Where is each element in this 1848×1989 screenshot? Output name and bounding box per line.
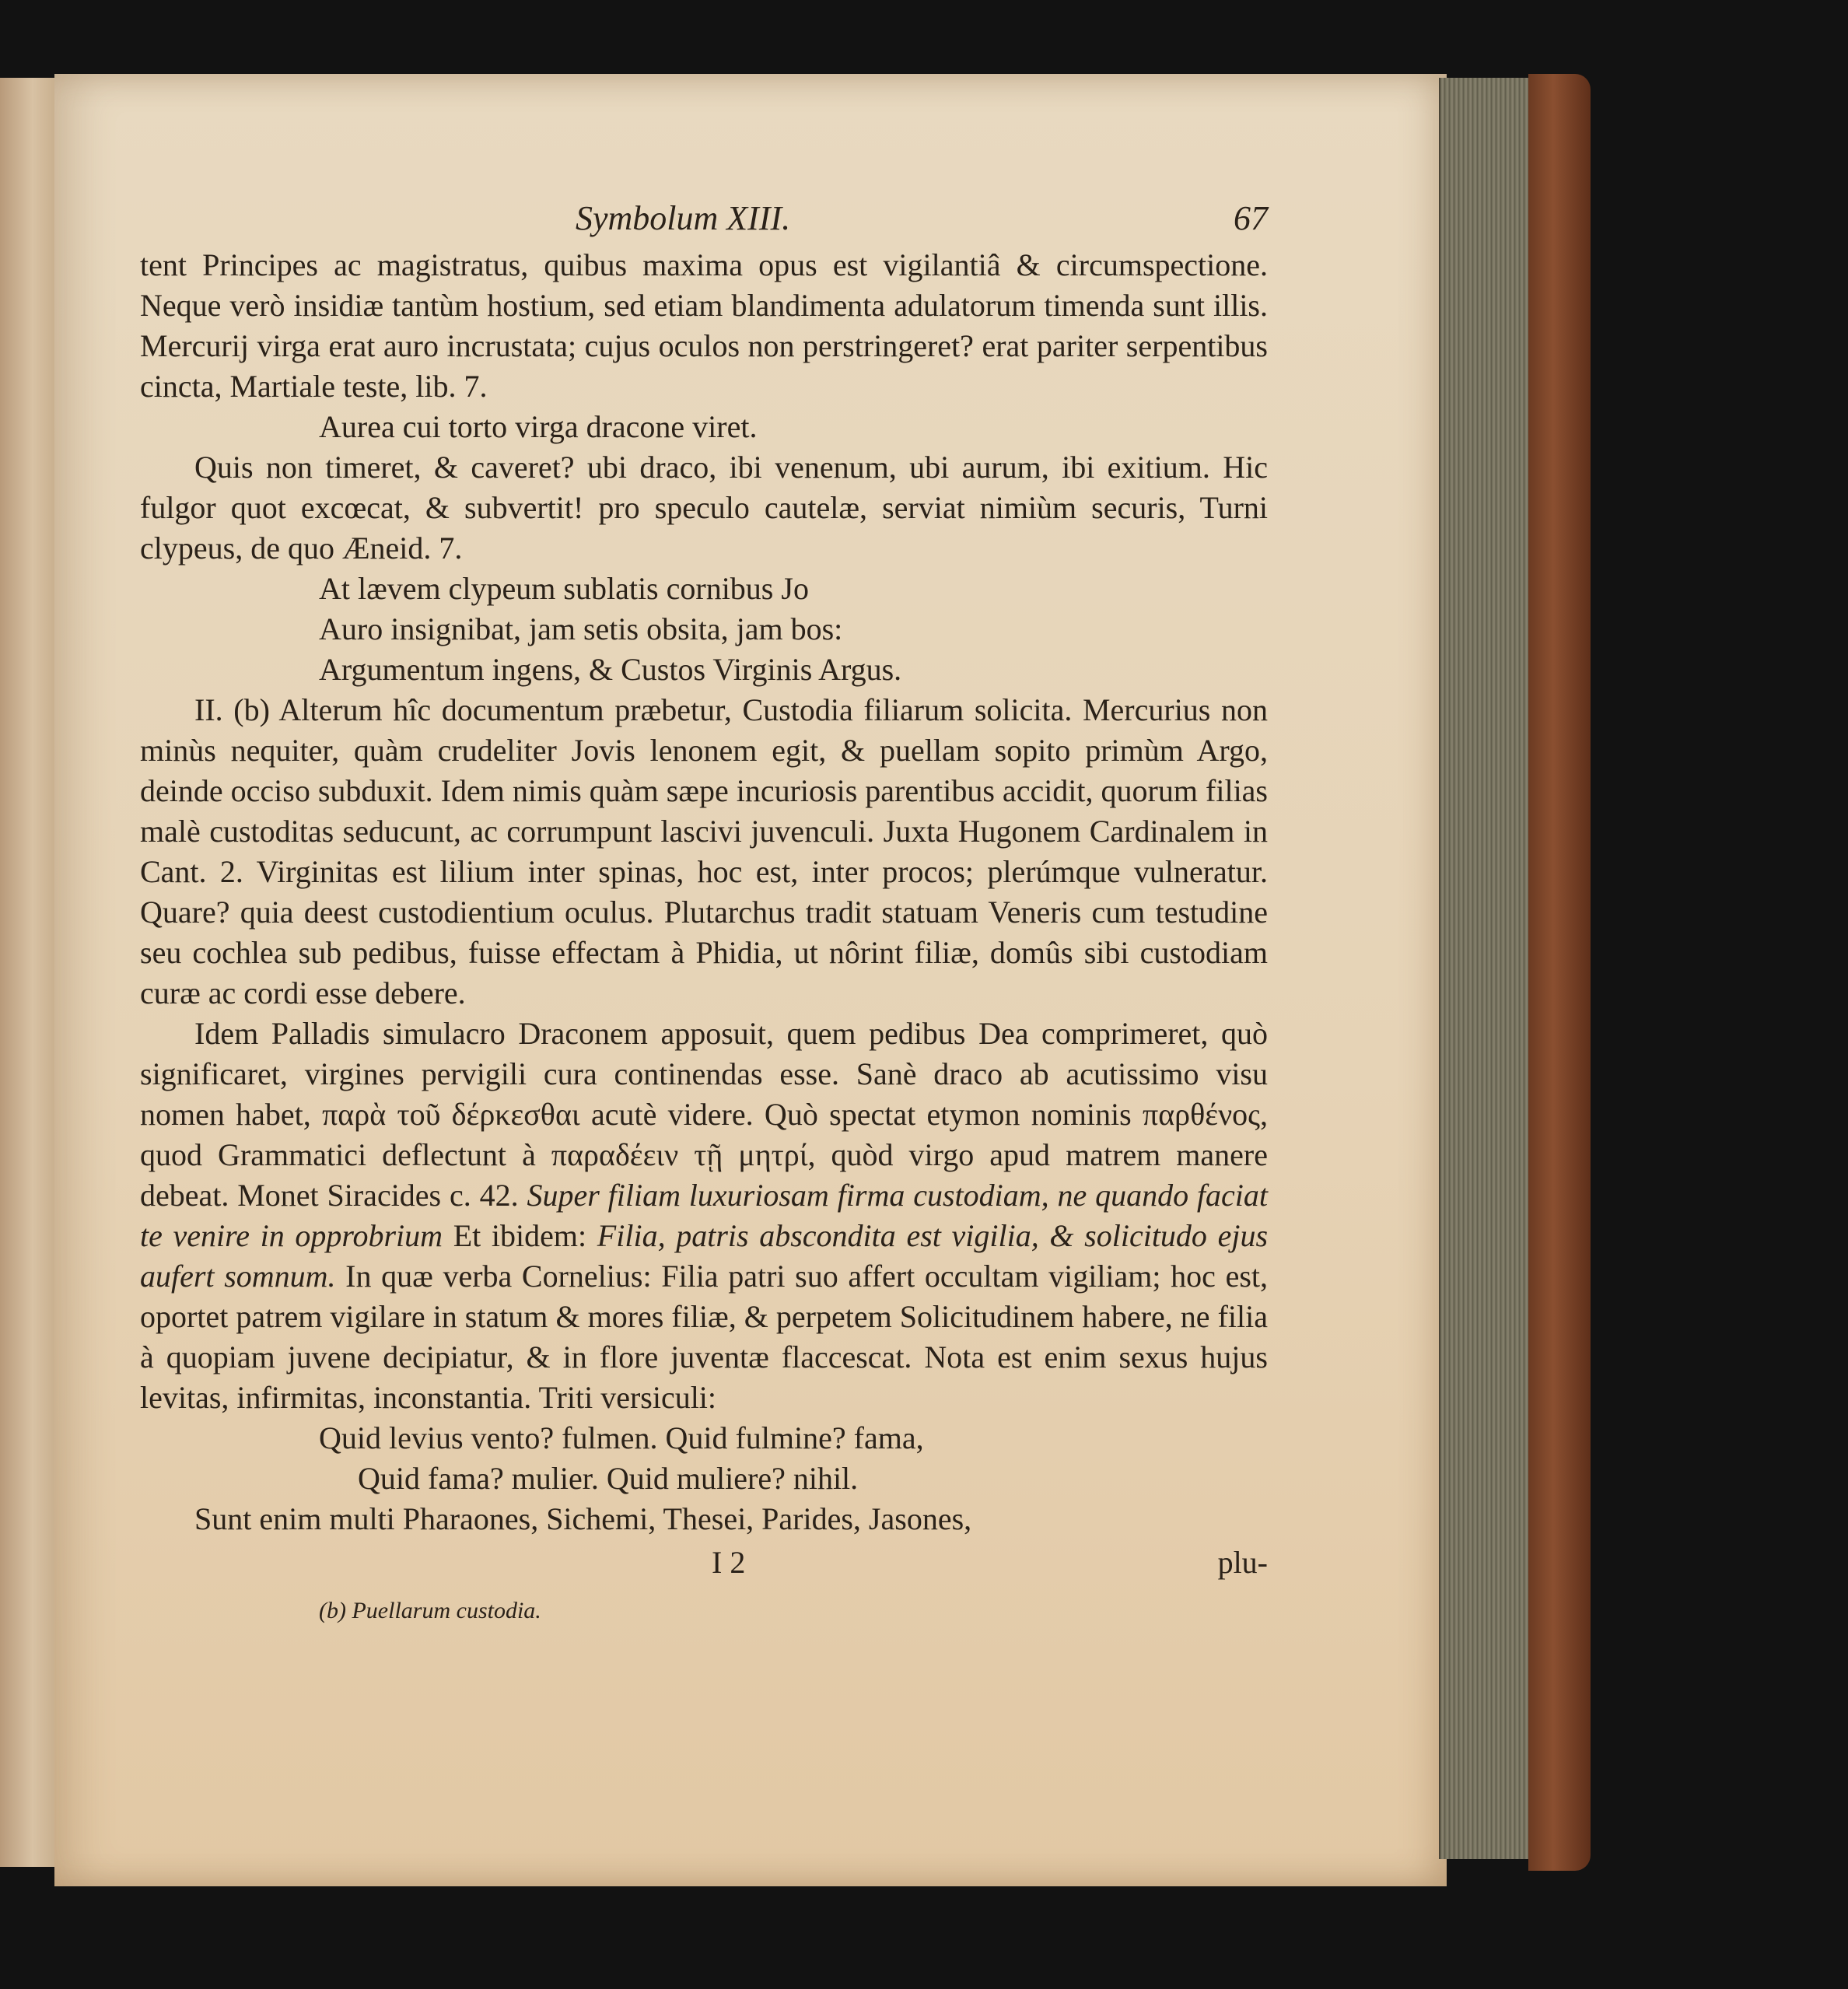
paragraph-1: tent Principes ac magistratus, quibus maxima opus est vigilantiâ & circumspectione. Neque verò insidiæ tantùm hostium, sed etiam blandimenta adulatorum timenda sunt illis. Mercurij virga erat auro incrustata; cujus oculos non perstringeret? erat pariter serpentibus cincta, Martiale teste, lib. 7.: [140, 247, 1268, 404]
paragraph-4-part-a: Idem Palladis simulacro Draconem apposuit, quem pedibus Dea comprimeret, quò significaret, virgines pervigili cura continendas esse. Sanè draco ab acutissimo visu nomen habet, παρὰ τοῦ δέρκεσθαι acutè videre. Quò spectat etymon nominis παρθένος, quod Grammatici deflectunt à παραδέειν τῇ μητρί, quòd virgo apud matrem manere debeat. Monet Siracides c. 42.: [140, 1016, 1268, 1213]
verse-aeneid-line-1: At lævem clypeum sublatis cornibus Jo: [319, 571, 809, 606]
paragraph-5: Sunt enim multi Pharaones, Sichemi, Thesei, Parides, Jasones,: [194, 1501, 972, 1536]
verse-triti-line-1: Quid levius vento? fulmen. Quid fulmine? fama,: [319, 1420, 924, 1455]
paragraph-2: Quis non timeret, & caveret? ubi draco, ibi venenum, ubi aurum, ibi exitium. Hic fulgor quot excœcat, & subvertit! pro speculo cautelæ, serviat nimiùm securis, Turni clypeus, de quo Æneid. 7.: [140, 450, 1268, 566]
paragraph-3: II. (b) Alterum hîc documentum præbetur, Custodia filiarum solicita. Mercurius non minùs nequiter, quàm crudeliter Jovis lenonem egit, & puellam sopito primùm Argo, deinde occiso subduxit. Idem nimis quàm sæpe incuriosis parentibus accidit, quorum filias malè custoditas seducunt, ac corrumpunt lascivi juvenculi. Juxta Hugonem Cardinalem in Cant. 2. Virginitas est lilium inter spinas, hoc est, inter procos; plerúmque vulneratur. Quare? quia deest custodientium oculus. Plutarchus tradit statuam Veneris cum testudine seu cochlea sub pedibus, fuisse effectam à Phidia, ut nôrint filiæ, domûs sibi custodiam curæ ac cordi esse debere.: [140, 692, 1268, 1010]
paragraph-4-part-e: In quæ verba Cornelius: Filia patri suo affert occultam vigiliam; hoc est, oportet patrem vigilare in statum & mores filiæ, & perpetem Solicitudinem habere, ne filia à quopiam juvene decipiatur, & in flore juventæ flaccescat. Nota est enim sexus hujus levitas, infirmitas, inconstantia. Triti versiculi:: [140, 1259, 1268, 1415]
catchword: plu-: [1217, 1545, 1268, 1580]
page-number: 67: [1234, 199, 1268, 237]
verse-aeneid-line-2: Auro insignibat, jam setis obsita, jam bos:: [319, 611, 843, 646]
page-fore-edge: [1439, 78, 1534, 1859]
footnote: (b) Puellarum custodia.: [319, 1598, 541, 1623]
signature-mark: I 2: [712, 1545, 746, 1580]
leather-cover-edge: [1528, 74, 1591, 1871]
page-footer: [140, 1543, 1268, 1583]
left-page-edge: [0, 78, 57, 1867]
page-text: [140, 198, 1268, 1631]
paragraph-4-part-c: Et ibidem:: [453, 1218, 587, 1253]
siracides-quote-2: Filia, patris abscondita est vigilia, & solicitudo ejus aufert somnum.: [140, 1218, 1269, 1294]
paragraph-4: [140, 1014, 1268, 1418]
verse-martial: Aurea cui torto virga dracone viret.: [319, 409, 758, 444]
running-header: [140, 198, 1268, 245]
verse-aeneid-line-3: Argumentum ingens, & Custos Virginis Argus.: [319, 652, 902, 687]
verse-triti-line-2: Quid fama? mulier. Quid muliere? nihil.: [358, 1461, 859, 1496]
running-title: Symbolum XIII.: [576, 199, 791, 237]
siracides-quote-1: Super filiam luxuriosam firma custodiam, ne quando faciat te venire in opprobrium: [140, 1178, 1269, 1253]
